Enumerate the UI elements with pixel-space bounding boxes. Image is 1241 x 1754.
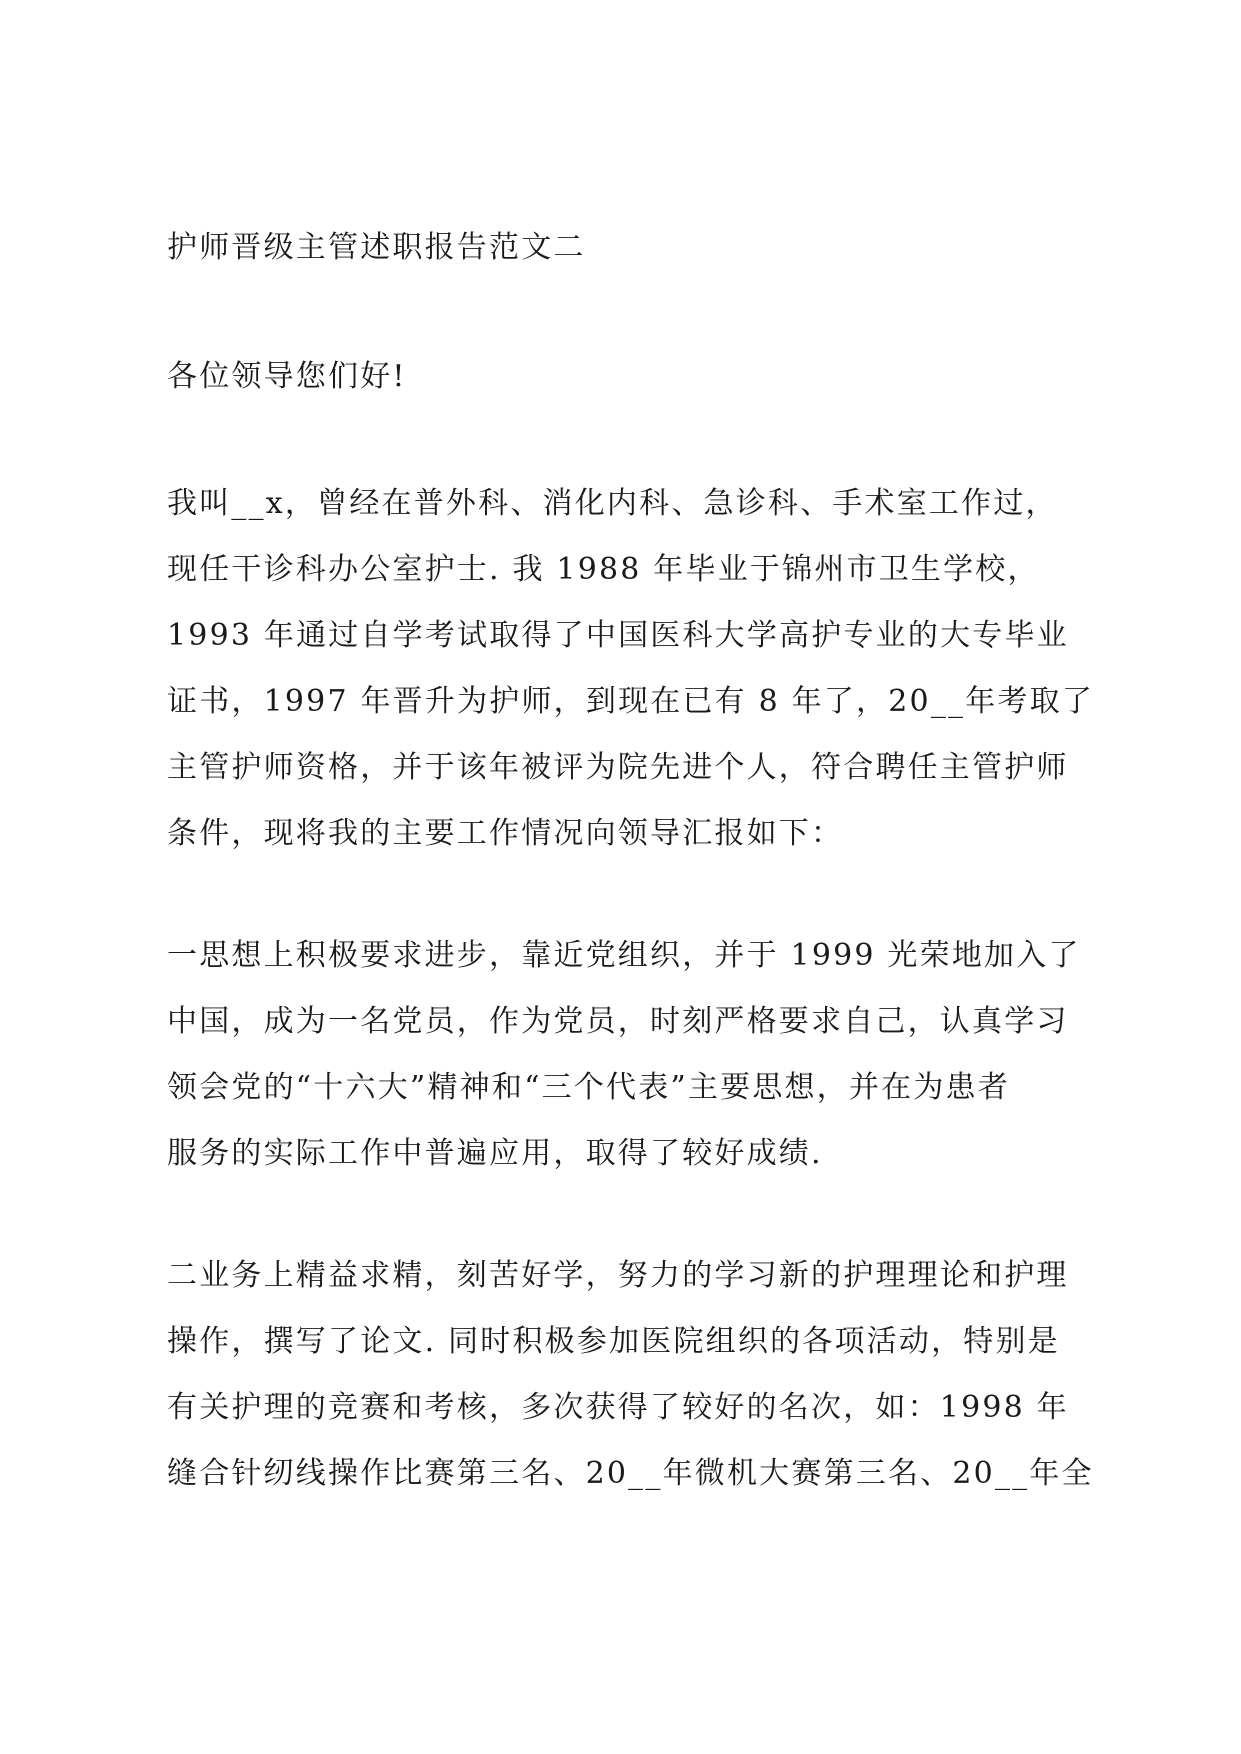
title-text: 护师晋级主管述职报告范文二 [167,230,586,265]
document-title [167,215,1087,281]
text-line: 中国，成为一名党员，作为党员，时刻严格要求自己，认真学习 [167,1004,1069,1039]
text-line: 缝合针纫线操作比赛第三名、20__年微机大赛第三名、20__年全 [167,1456,1094,1491]
text-line: 有关护理的竞赛和考核，多次获得了较好的名次，如：1998 年 [167,1390,1069,1425]
text-line: 主管护师资格，并于该年被评为院先进个人，符合聘任主管护师 [167,750,1069,785]
text-line: 我叫__x，曾经在普外科、消化内科、急诊科、手术室工作过， [167,486,1058,521]
text-line: 现任干诊科办公室护士. 我 1988 年毕业于锦州市卫生学校， [167,552,1040,587]
greeting [167,344,1087,410]
greeting-text: 各位领导您们好! [167,359,407,394]
text-line: 1993 年通过自学考试取得了中国医科大学高护专业的大专毕业 [167,618,1069,653]
text-line: 条件，现将我的主要工作情况向领导汇报如下： [167,816,844,851]
paragraph-professional [167,1243,1094,1507]
text-line: 二业务上精益求精，刻苦好学，努力的学习新的护理理论和护理 [167,1258,1069,1293]
text-line: 领会党的“十六大”精神和“三个代表”主要思想，并在为患者 [167,1070,1010,1105]
paragraph-introduction [167,471,1095,867]
text-line: 一思想上积极要求进步，靠近党组织，并于 1999 光荣地加入了 [167,938,1081,973]
text-line: 证书，1997 年晋升为护师，到现在已有 8 年了，20__年考取了 [167,684,1095,719]
text-line: 服务的实际工作中普遍应用，取得了较好成绩. [167,1136,823,1171]
text-line: 操作，撰写了论文. 同时积极参加医院组织的各项活动，特别是 [167,1324,1060,1359]
paragraph-ideology [167,923,1087,1187]
